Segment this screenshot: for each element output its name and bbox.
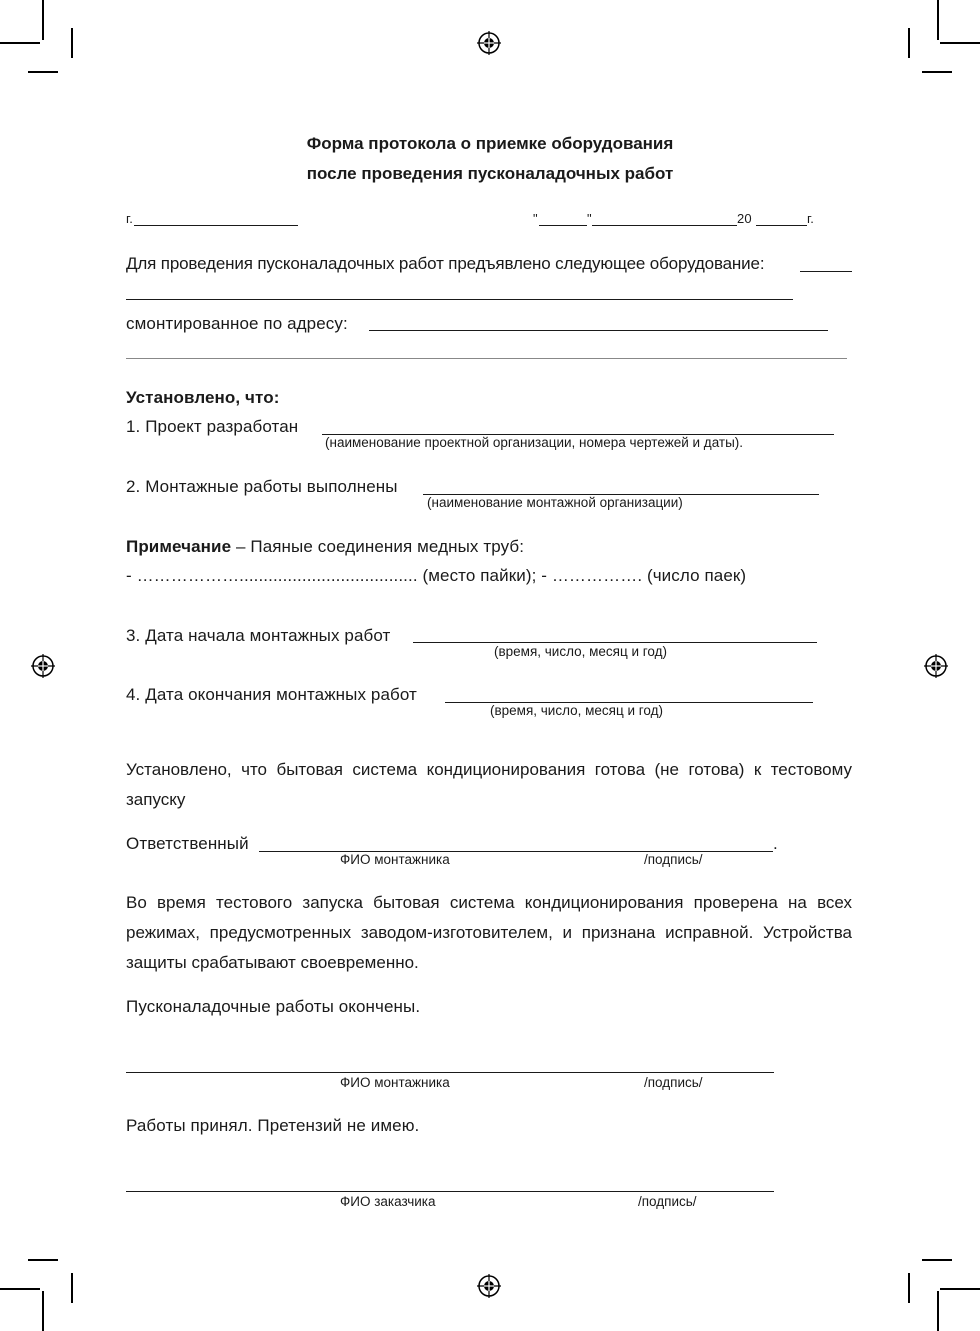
- date-year-suffix: г.: [807, 211, 814, 226]
- test-run-paragraph: Во время тестового запуска бытовая система кондиционирования проверена на всех режимах, предусмотренных заводом-изготовителем, и признана исправной. Устройства защиты срабатывают своевременно.: [126, 893, 852, 972]
- installer-signature-field[interactable]: [126, 1072, 774, 1073]
- registration-mark-icon-right: [924, 654, 948, 678]
- finished-text: Пусконаладочные работы окончены.: [126, 997, 421, 1016]
- crop-mark-bl-v2: [71, 1273, 73, 1303]
- crop-mark-tr-h2: [922, 71, 952, 73]
- installer-signature-caption: /подпись/: [644, 1075, 703, 1090]
- date-quote-open: ": [533, 211, 538, 226]
- accepted-text: Работы принял. Претензий не имею.: [126, 1116, 420, 1135]
- crop-mark-bl-v: [42, 1291, 44, 1331]
- responsible-signature-caption: /подпись/: [644, 852, 703, 867]
- crop-mark-tl-h2: [28, 71, 58, 73]
- note-text: – Паяные соединения медных труб:: [231, 537, 525, 556]
- crop-mark-tl-v: [42, 0, 44, 40]
- registration-mark-icon-top: [477, 31, 501, 55]
- address-field-line-2[interactable]: [126, 358, 847, 359]
- equipment-field[interactable]: [800, 271, 852, 272]
- crop-mark-tl-v2: [71, 28, 73, 58]
- registration-mark-icon-left: [31, 654, 55, 678]
- document-title-line-2: после проведения пусконаладочных работ: [306, 164, 674, 183]
- item-2-label: 2. Монтажные работы выполнены: [126, 477, 398, 496]
- item-1-label: 1. Проект разработан: [126, 417, 299, 436]
- item-3-field[interactable]: [413, 642, 817, 643]
- crop-mark-bl-h2: [28, 1259, 58, 1261]
- crop-mark-tr-h: [940, 42, 980, 44]
- date-month-field[interactable]: [592, 225, 737, 226]
- crop-mark-br-h2: [922, 1259, 952, 1261]
- customer-fio-caption: ФИО заказчика: [340, 1194, 436, 1209]
- document-title-line-1: Форма протокола о приемке оборудования: [306, 134, 674, 153]
- responsible-end: .: [773, 834, 778, 853]
- installer-fio-caption: ФИО монтажника: [340, 1075, 450, 1090]
- item-3-caption: (время, число, месяц и год): [494, 644, 667, 659]
- crop-mark-tr-v2: [908, 28, 910, 58]
- registration-mark-icon-bottom: [477, 1274, 501, 1298]
- city-field[interactable]: [134, 225, 298, 226]
- item-2-caption: (наименование монтажной организации): [427, 495, 683, 510]
- crop-mark-bl-h: [0, 1288, 40, 1290]
- crop-mark-br-v2: [908, 1273, 910, 1303]
- city-prefix: г.: [126, 211, 133, 226]
- date-year-prefix: 20: [737, 211, 752, 226]
- address-field[interactable]: [369, 330, 828, 331]
- item-4-caption: (время, число, месяц и год): [490, 703, 663, 718]
- date-quote-close: ": [587, 211, 592, 226]
- address-label: смонтированное по адресу:: [126, 314, 348, 333]
- crop-mark-br-v: [937, 1291, 939, 1331]
- responsible-label: Ответственный: [126, 834, 249, 853]
- item-4-label: 4. Дата окончания монтажных работ: [126, 685, 417, 704]
- item-1-caption: (наименование проектной организации, номера чертежей и даты).: [325, 435, 744, 450]
- date-year-field[interactable]: [756, 225, 807, 226]
- note-soldering-line: - ………………..................................... (место пайки); - ……………. (число паек): [126, 566, 747, 585]
- note: [126, 537, 524, 557]
- established-heading: Установлено, что:: [126, 388, 280, 407]
- equipment-label: Для проведения пусконаладочных работ предъявлено следующее оборудование:: [126, 254, 765, 273]
- item-3-label: 3. Дата начала монтажных работ: [126, 626, 391, 645]
- date-day-field[interactable]: [539, 225, 587, 226]
- equipment-field-line-2[interactable]: [126, 299, 793, 300]
- crop-mark-tr-v: [937, 0, 939, 40]
- readiness-paragraph: Установлено, что бытовая система кондиционирования готова (не готова) к тестовому запуску: [126, 760, 852, 809]
- customer-signature-caption: /подпись/: [638, 1194, 697, 1209]
- note-label: Примечание: [126, 537, 232, 556]
- responsible-fio-caption: ФИО монтажника: [340, 852, 450, 867]
- crop-mark-br-h: [940, 1288, 980, 1290]
- customer-signature-field[interactable]: [126, 1191, 774, 1192]
- crop-mark-tl-h: [0, 42, 40, 44]
